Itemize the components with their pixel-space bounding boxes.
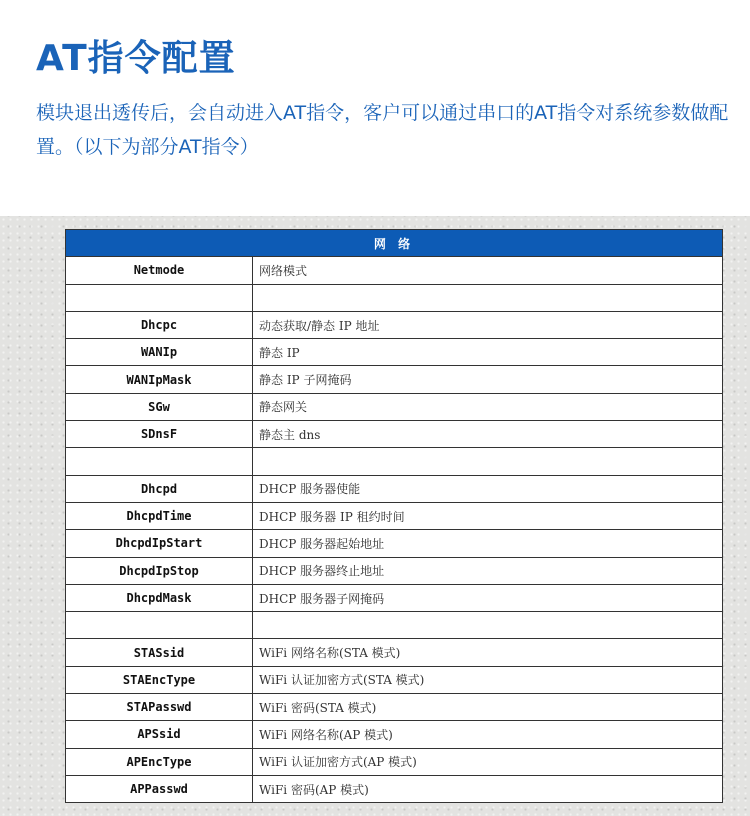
table-row	[66, 666, 723, 693]
command-description-cell: WiFi 认证加密方式(AP 模式)	[253, 748, 723, 775]
table-header-row	[66, 230, 723, 257]
command-name-cell: APEncType	[66, 748, 253, 775]
table-row	[66, 502, 723, 529]
table-row	[66, 775, 723, 802]
command-description-cell: DHCP 服务器起始地址	[253, 530, 723, 557]
command-description-cell: WiFi 密码(STA 模式)	[253, 694, 723, 721]
command-description-cell	[253, 448, 723, 475]
command-name-cell: STAEncType	[66, 666, 253, 693]
table-row	[66, 584, 723, 611]
command-name-cell	[66, 448, 253, 475]
command-description-cell: WiFi 认证加密方式(STA 模式)	[253, 666, 723, 693]
table-row	[66, 748, 723, 775]
command-description-cell: 动态获取/静态 IP 地址	[253, 311, 723, 338]
command-name-cell: WANIpMask	[66, 366, 253, 393]
command-description-cell: WiFi 网络名称(STA 模式)	[253, 639, 723, 666]
page-description: 模块退出透传后，会自动进入AT指令，客户可以通过串口的AT指令对系统参数做配置。（以下为部分AT指令）	[36, 102, 729, 158]
command-description-cell: DHCP 服务器使能	[253, 475, 723, 502]
command-name-cell	[66, 612, 253, 639]
table-row	[66, 366, 723, 393]
command-description-cell: 网络模式	[253, 257, 723, 284]
page-title: AT指令配置	[36, 38, 236, 79]
command-description-cell	[253, 612, 723, 639]
command-name-cell: SDnsF	[66, 421, 253, 448]
table-row	[66, 421, 723, 448]
command-name-cell: SGw	[66, 393, 253, 420]
table-row	[66, 284, 723, 311]
table-row	[66, 694, 723, 721]
command-name-cell: APPasswd	[66, 775, 253, 802]
command-name-cell	[66, 284, 253, 311]
table-row	[66, 393, 723, 420]
command-name-cell: DhcpdMask	[66, 584, 253, 611]
command-name-cell: Netmode	[66, 257, 253, 284]
table-row	[66, 612, 723, 639]
command-description-cell: 静态 IP 子网掩码	[253, 366, 723, 393]
command-name-cell: STASsid	[66, 639, 253, 666]
command-description-cell: 静态网关	[253, 393, 723, 420]
command-name-cell: STAPasswd	[66, 694, 253, 721]
command-name-cell: Dhcpd	[66, 475, 253, 502]
table-row	[66, 530, 723, 557]
table-row	[66, 557, 723, 584]
table-body	[66, 257, 723, 803]
command-description-cell: WiFi 网络名称(AP 模式)	[253, 721, 723, 748]
command-description-cell: DHCP 服务器子网掩码	[253, 584, 723, 611]
command-name-cell: APSsid	[66, 721, 253, 748]
table-header-network: 网 络	[66, 230, 723, 257]
command-description-cell: 静态主 dns	[253, 421, 723, 448]
command-description-cell: WiFi 密码(AP 模式)	[253, 775, 723, 802]
table-row	[66, 721, 723, 748]
command-description-cell: 静态 IP	[253, 339, 723, 366]
command-description-cell: DHCP 服务器终止地址	[253, 557, 723, 584]
table-row	[66, 448, 723, 475]
command-name-cell: DhcpdTime	[66, 502, 253, 529]
command-name-cell: DhcpdIpStart	[66, 530, 253, 557]
command-description-cell	[253, 284, 723, 311]
at-command-table	[65, 229, 723, 803]
table-row	[66, 257, 723, 284]
header-section	[0, 0, 750, 216]
table-row	[66, 639, 723, 666]
command-name-cell: DhcpdIpStop	[66, 557, 253, 584]
table-row	[66, 475, 723, 502]
table-row	[66, 339, 723, 366]
command-description-cell: DHCP 服务器 IP 租约时间	[253, 502, 723, 529]
command-name-cell: Dhcpc	[66, 311, 253, 338]
command-name-cell: WANIp	[66, 339, 253, 366]
table-row	[66, 311, 723, 338]
